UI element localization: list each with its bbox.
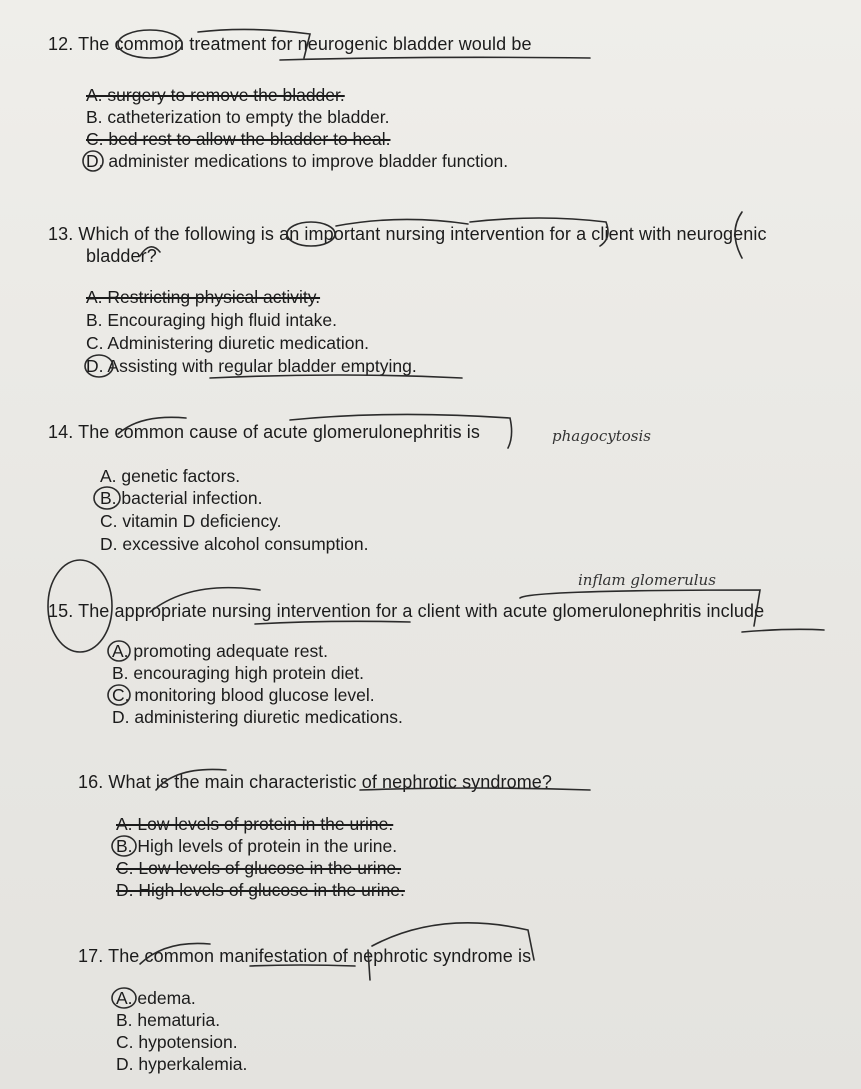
question-stem-line2: bladder? (86, 246, 157, 266)
option-a: A. surgery to remove the bladder. (86, 85, 345, 105)
option-c: C. hypotension. (116, 1032, 238, 1052)
option-a: A. genetic factors. (100, 466, 241, 486)
underline-mark (280, 57, 590, 60)
option-b: B. encouraging high protein diet. (112, 663, 364, 683)
option-c: C. Administering diuretic medication. (86, 333, 370, 353)
option-d: D. Assisting with regular bladder emptying. (86, 356, 417, 376)
option-d: D. administer medications to improve bladder function. (86, 151, 509, 171)
option-a: A. Low levels of protein in the urine. (116, 814, 394, 834)
option-a: A. Restricting physical activity. (86, 287, 321, 307)
handwritten-note: inflam glomerulus (578, 571, 716, 589)
option-b: B. bacterial infection. (100, 488, 263, 508)
option-d: D. High levels of glucose in the urine. (116, 880, 405, 900)
option-d: D. administering diuretic medications. (112, 707, 403, 727)
option-a: A. promoting adequate rest. (112, 641, 328, 661)
option-d: D. hyperkalemia. (116, 1054, 248, 1074)
question-stem: 15. The appropriate nursing intervention for a client with acute glomerulonephritis include (48, 601, 765, 621)
option-b: B. High levels of protein in the urine. (116, 836, 398, 856)
underline-mark (742, 629, 824, 632)
option-b: B. hematuria. (116, 1010, 221, 1030)
option-c: C. Low levels of glucose in the urine. (116, 858, 402, 878)
question-stem: 13. Which of the following is an important nursing intervention for a client with neurogenic (48, 224, 767, 244)
question-stem: 14. The common cause of acute glomerulonephritis is (48, 422, 480, 442)
handwritten-note: phagocytosis (552, 427, 651, 445)
option-b: B. Encouraging high fluid intake. (86, 310, 337, 330)
option-c: C. bed rest to allow the bladder to heal. (86, 129, 391, 149)
option-a: A. edema. (116, 988, 196, 1008)
option-b: B. catheterization to empty the bladder. (86, 107, 390, 127)
question-stem: 16. What is the main characteristic of nephrotic syndrome? (78, 772, 553, 792)
question-stem: 12. The common treatment for neurogenic bladder would be (48, 34, 532, 54)
option-c: C. vitamin D deficiency. (100, 511, 282, 531)
option-d: D. excessive alcohol consumption. (100, 534, 369, 554)
question-stem: 17. The common manifestation of nephrotic syndrome is (78, 946, 532, 966)
option-c: C. monitoring blood glucose level. (112, 685, 375, 705)
